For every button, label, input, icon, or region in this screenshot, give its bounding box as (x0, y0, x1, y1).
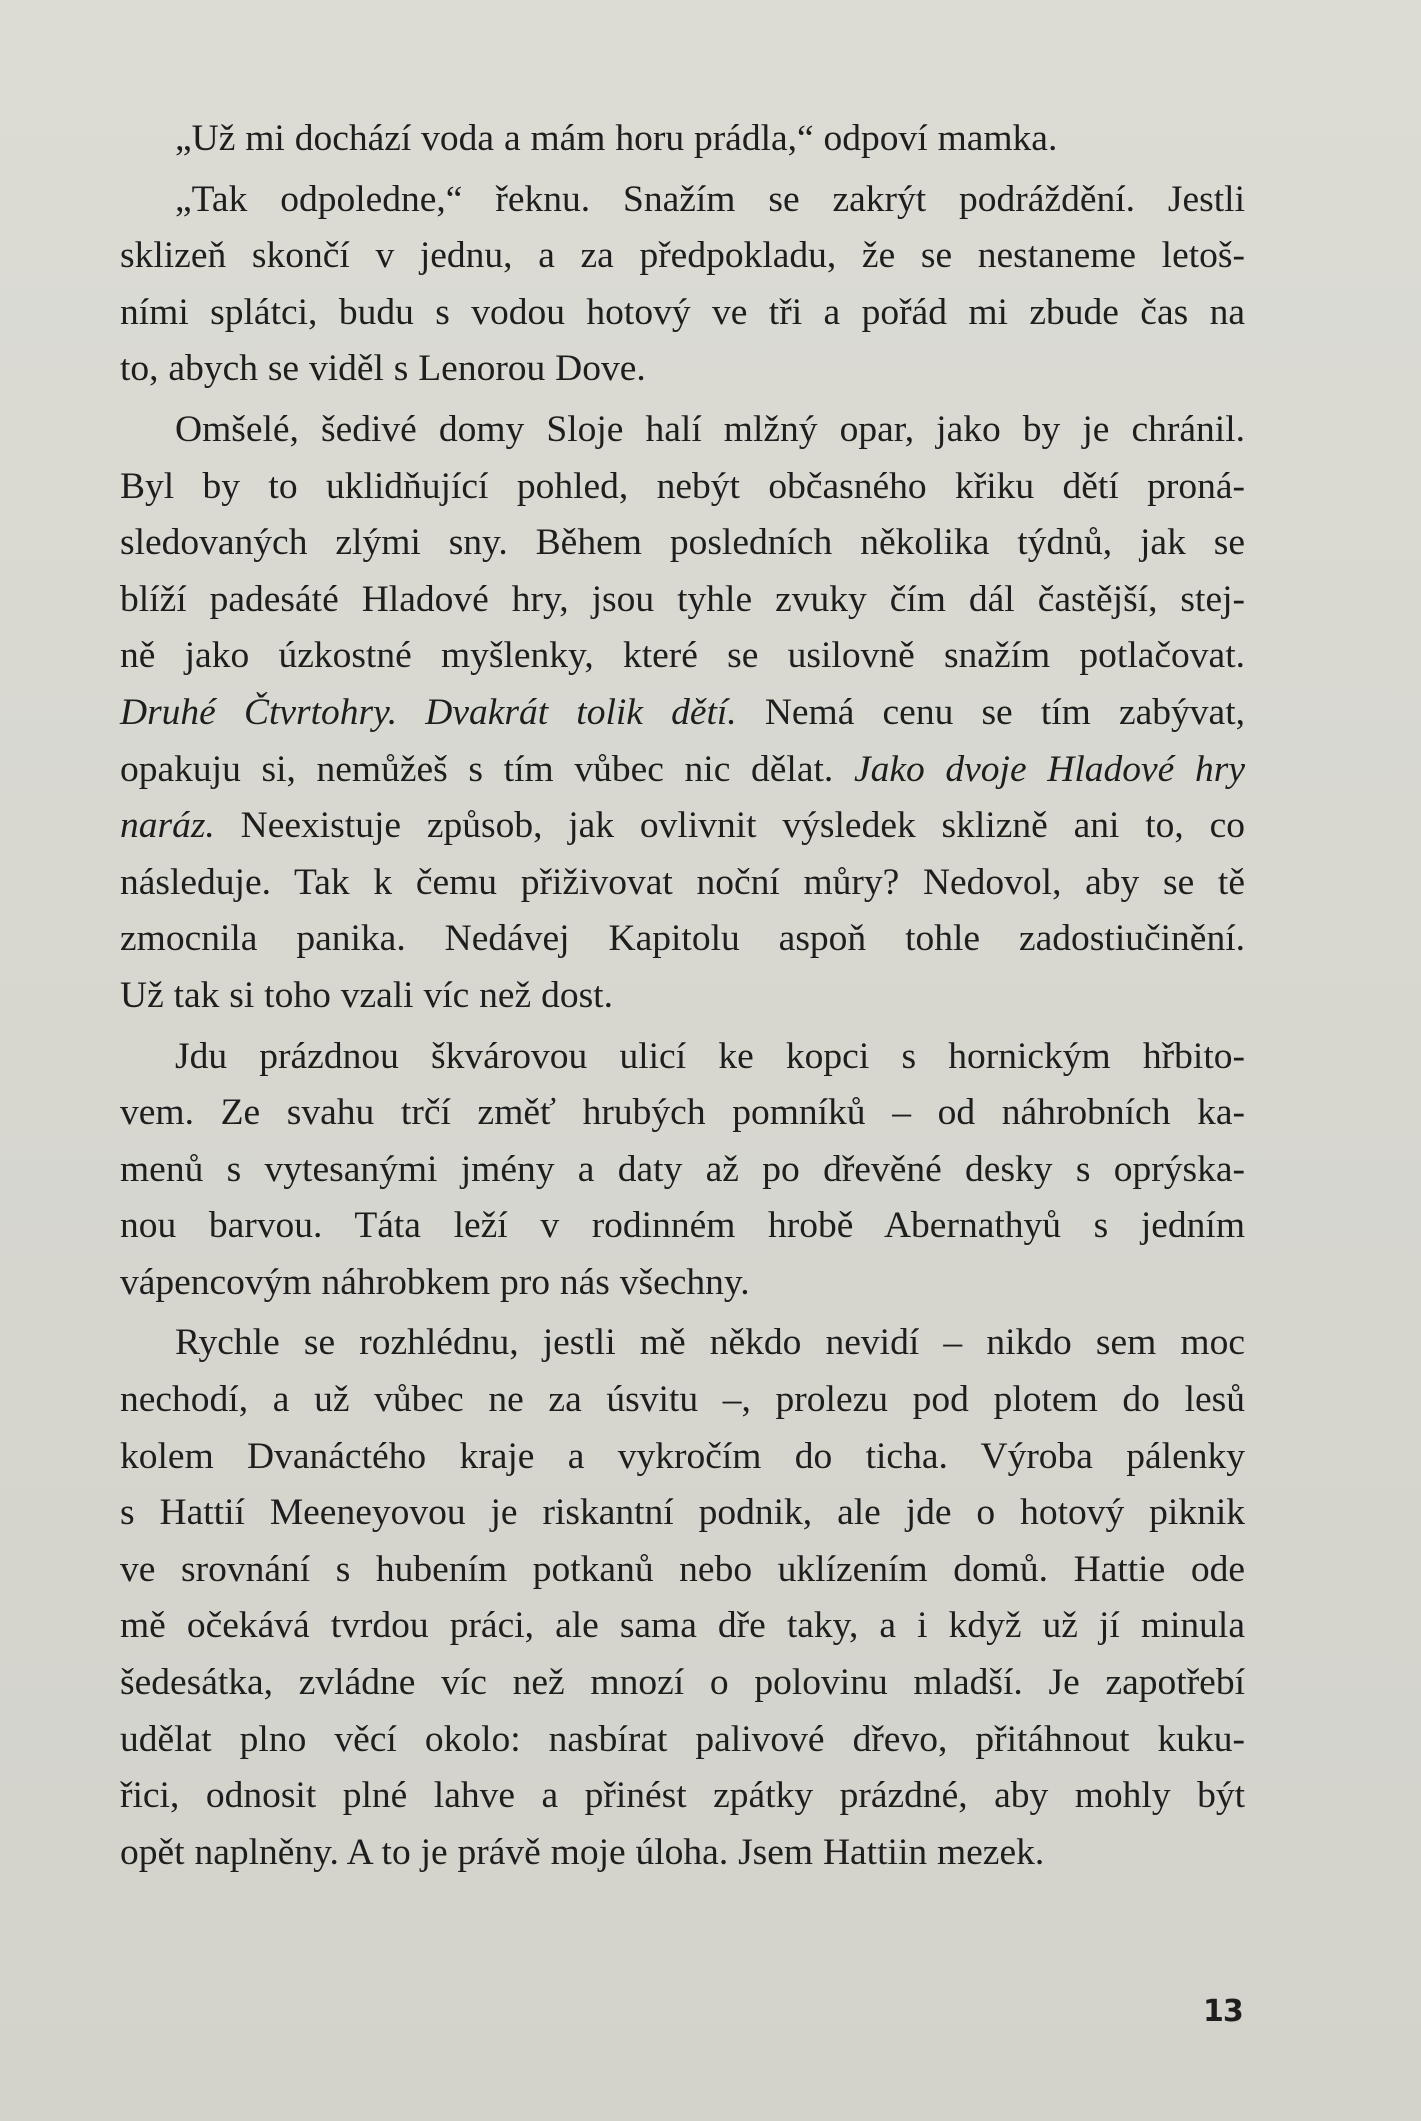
text-line (120, 1429, 1245, 1486)
text-line (120, 911, 1245, 968)
text-span: šedesátka, zvládne víc než mnozí o polovinu mladší. Je zapotřebí (120, 1662, 1245, 1704)
text-line (120, 798, 1245, 855)
text-line (120, 1255, 1245, 1312)
page-number: 13 (1203, 1994, 1243, 2029)
text-span: řici, odnosit plné lahve a přinést zpátky prázdné, aby mohly být (120, 1775, 1245, 1817)
italic-span: Jako dvoje Hladové hry (853, 748, 1245, 790)
text-line (120, 402, 1245, 459)
text-span: s Hattií Meeneyovou je riskantní podnik, ale jde o hotový piknik (120, 1492, 1245, 1534)
text-line (120, 1598, 1245, 1655)
text-line (120, 1712, 1245, 1769)
body-text (120, 111, 1245, 1881)
text-span: nou barvou. Táta leží v rodinném hrobě Abernathyů s jedním (120, 1205, 1245, 1247)
paragraph (120, 111, 1245, 168)
text-span: nechodí, a už vůbec ne za úsvitu –, prolezu pod plotem do lesů (120, 1379, 1245, 1421)
text-line (120, 1768, 1245, 1825)
text-span: ními splátci, budu s vodou hotový ve tři a pořád mi zbude čas na (120, 291, 1245, 333)
text-line (120, 572, 1245, 629)
text-span: to, abych se viděl s Lenorou Dove. (120, 348, 646, 390)
text-line (120, 1315, 1245, 1372)
text-line (120, 515, 1245, 572)
text-span: ve srovnání s hubením potkanů nebo uklízením domů. Hattie ode (120, 1548, 1245, 1590)
text-span: opět naplněny. A to je právě moje úloha. Jsem Hattiin mezek. (120, 1831, 1045, 1873)
italic-span: Druhé Čtvrtohry. Dvakrát tolik dětí. (120, 691, 737, 733)
paragraph (120, 1029, 1245, 1312)
text-span: Rychle se rozhlédnu, jestli mě někdo nevidí – nikdo sem moc (175, 1322, 1245, 1364)
text-span: sklizeň skončí v jednu, a za předpokladu, že se nestaneme letoš- (120, 235, 1245, 277)
text-line (120, 968, 1245, 1025)
text-span: sledovaných zlými sny. Během posledních několika týdnů, jak se (120, 522, 1245, 564)
text-span: Nemá cenu se tím zabývat, (736, 691, 1245, 733)
text-span: Neexistuje způsob, jak ovlivnit výsledek sklizně ani to, co (214, 805, 1245, 847)
text-line (120, 1485, 1245, 1542)
text-line (120, 285, 1245, 342)
text-line (120, 228, 1245, 285)
text-line (120, 1029, 1245, 1086)
text-span: Omšelé, šedivé domy Sloje halí mlžný opar, jako by je chránil. (175, 408, 1245, 450)
text-span: menů s vytesanými jmény a daty až po dřevěné desky s oprýska- (120, 1148, 1245, 1190)
paragraph (120, 402, 1245, 1025)
text-line (120, 628, 1245, 685)
text-span: mě očekává tvrdou práci, ale sama dře taky, a i když už jí minula (120, 1605, 1245, 1647)
text-span: blíží padesáté Hladové hry, jsou tyhle zvuky čím dál častější, stej- (120, 578, 1245, 620)
text-span: zmocnila panika. Nedávej Kapitolu aspoň tohle zadostiučinění. (120, 918, 1245, 960)
text-span: opakuju si, nemůžeš s tím vůbec nic dělat. (120, 748, 854, 790)
text-span: Jdu prázdnou škvárovou ulicí ke kopci s hornickým hřbito- (175, 1035, 1245, 1077)
text-line (120, 685, 1245, 742)
text-span: ně jako úzkostné myšlenky, které se usilovně snažím potlačovat. (120, 635, 1245, 677)
text-line (120, 1372, 1245, 1429)
text-span: Už tak si toho vzali víc než dost. (120, 974, 613, 1016)
text-line (120, 1085, 1245, 1142)
text-span: „Tak odpoledne,“ řeknu. Snažím se zakrýt podráždění. Jestli (175, 178, 1245, 220)
text-span: následuje. Tak k čemu přiživovat noční můry? Nedovol, aby se tě (120, 861, 1245, 903)
text-span: „Už mi dochází voda a mám horu prádla,“ odpoví mamka. (175, 118, 1058, 159)
text-span: Byl by to uklidňující pohled, nebýt občasného křiku dětí proná- (120, 465, 1245, 507)
text-span: vápencovým náhrobkem pro nás všechny. (120, 1261, 750, 1303)
text-line (120, 1825, 1245, 1882)
text-line (120, 742, 1245, 799)
text-span: vem. Ze svahu trčí změť hrubých pomníků – od náhrobních ka- (120, 1092, 1245, 1134)
text-line (120, 855, 1245, 912)
paragraph (120, 1315, 1245, 1881)
text-line (120, 341, 1245, 398)
text-line (120, 172, 1245, 229)
text-line (120, 459, 1245, 516)
text-span: udělat plno věcí okolo: nasbírat palivové dřevo, přitáhnout kuku- (120, 1718, 1245, 1760)
text-line (120, 111, 1245, 168)
paragraph (120, 172, 1245, 398)
text-line (120, 1142, 1245, 1199)
text-span: kolem Dvanáctého kraje a vykročím do ticha. Výroba pálenky (120, 1435, 1245, 1477)
text-line (120, 1655, 1245, 1712)
text-line (120, 1198, 1245, 1255)
italic-span: naráz. (120, 805, 215, 847)
text-line (120, 1542, 1245, 1599)
